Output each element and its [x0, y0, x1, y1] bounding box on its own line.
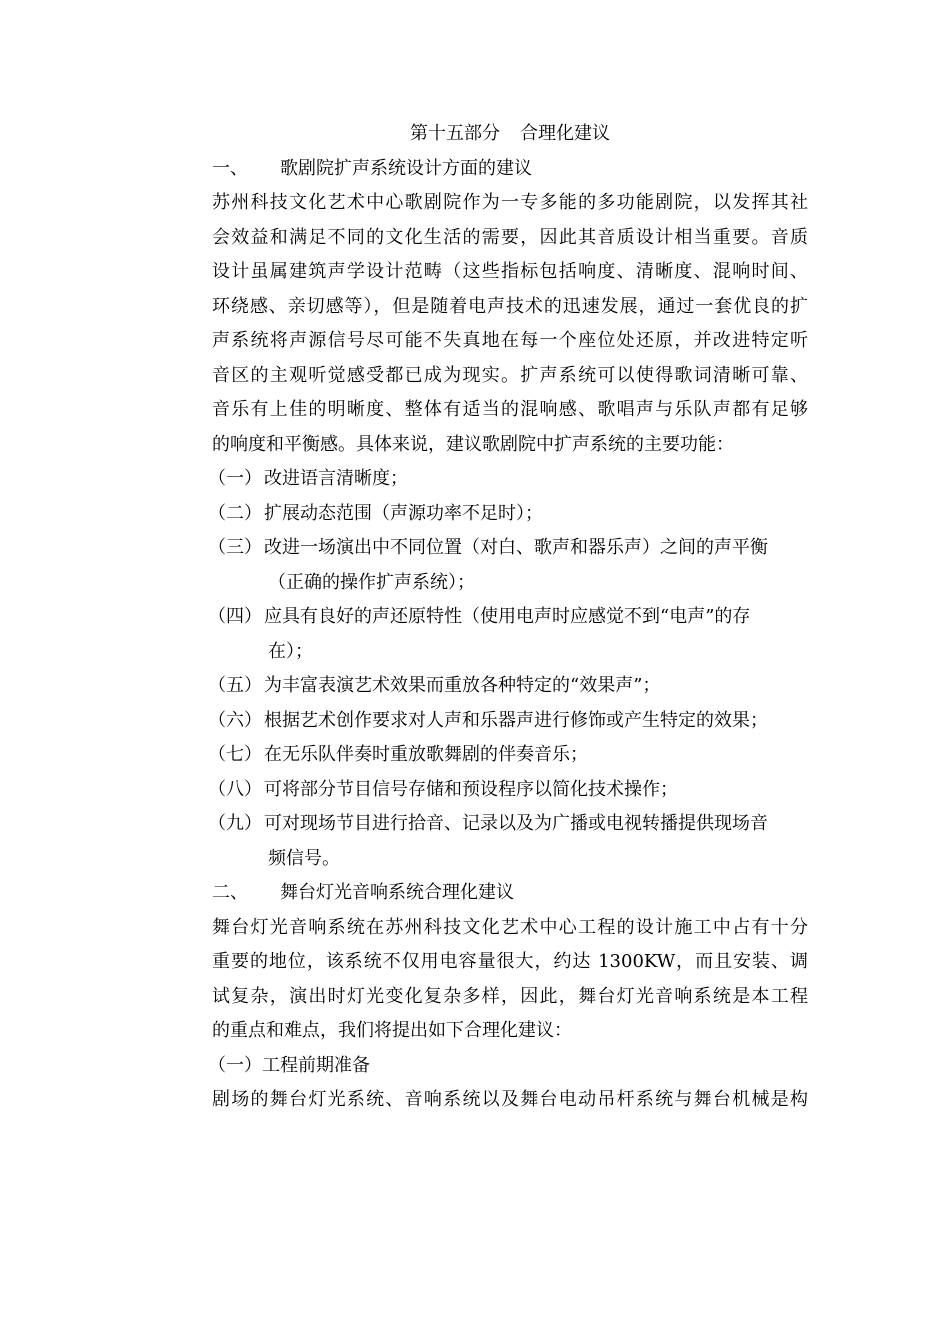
paragraph-line: 的重点和难点，我们将提出如下合理化建议： — [212, 1020, 572, 1041]
paragraph-line: 环绕感、亲切感等），但是随着电声技术的迅速发展，通过一套优良的扩 — [212, 295, 808, 317]
list-marker: （三） — [208, 537, 262, 558]
list-item — [208, 531, 808, 566]
list-item-text: 改进一场演出中不同位置（对白、歌声和器乐声）之间的声平衡 — [264, 537, 768, 558]
list-item — [208, 704, 808, 739]
document-body — [208, 117, 808, 1118]
paragraph-3 — [212, 1083, 808, 1118]
list-marker: （六） — [208, 709, 262, 731]
paragraph-line: 舞台灯光音响系统在苏州科技文化艺术中心工程的设计施工中占有十分 — [212, 916, 808, 938]
function-list — [208, 462, 808, 876]
list-marker: （五） — [208, 675, 262, 696]
section-heading-1 — [212, 152, 808, 187]
paragraph-line: 试复杂，演出时灯光变化复杂多样，因此，舞台灯光音响系统是本工程 — [212, 985, 808, 1007]
paragraph-line: 剧场的舞台灯光系统、音响系统以及舞台电动吊杆系统与舞台机械是构 — [212, 1089, 808, 1110]
page-title — [212, 117, 808, 152]
list-item-continuation: （正确的操作扩声系统）； — [268, 571, 475, 593]
list-marker: （九） — [208, 813, 262, 834]
paragraph-line: 音区的主观听觉感受都已成为现实。扩声系统可以使得歌词清晰可靠、 — [212, 364, 808, 386]
list-item-text: 扩展动态范围（声源功率不足时）； — [264, 502, 543, 524]
paragraph-line: 苏州科技文化艺术中心歌剧院作为一专多能的多功能剧院，以发挥其社 — [212, 192, 808, 213]
list-item-continuation: 在）； — [268, 640, 313, 662]
title-name: 合理化建议 — [520, 123, 610, 144]
section-title: 舞台灯光音响系统合理化建议 — [280, 882, 514, 903]
sub-heading-text: （一）工程前期准备 — [208, 1054, 370, 1076]
list-item — [208, 497, 808, 532]
list-item — [208, 807, 808, 842]
paragraph-line: 音乐有上佳的明晰度、整体有适当的混响感、歌唱声与乐队声都有足够 — [212, 399, 808, 420]
section-number: 一、 — [212, 157, 248, 179]
section-heading-2 — [212, 876, 808, 911]
section-title: 歌剧院扩声系统设计方面的建议 — [280, 157, 532, 179]
list-item — [208, 773, 808, 808]
list-item-text: 在无乐队伴奏时重放歌舞剧的伴奏音乐； — [264, 744, 588, 765]
list-marker: （八） — [208, 778, 262, 800]
list-marker: （一） — [208, 468, 262, 489]
list-marker: （二） — [208, 502, 262, 524]
paragraph-line: 会效益和满足不同的文化生活的需要，因此其音质设计相当重要。音质 — [212, 226, 808, 248]
paragraph-line: 重要的地位，该系统不仅用电容量很大，约达 1300KW，而且安装、调 — [212, 951, 808, 972]
paragraph-line: 的响度和平衡感。具体来说，建议歌剧院中扩声系统的主要功能： — [212, 433, 734, 455]
list-item — [208, 738, 808, 773]
list-item-text: 改进语言清晰度； — [264, 468, 408, 489]
list-item-text: 可对现场节目进行拾音、记录以及为广播或电视转播提供现场音 — [264, 813, 768, 834]
list-item-text: 根据艺术创作要求对人声和乐器声进行修饰或产生特定的效果； — [264, 709, 768, 731]
list-item-text: 为丰富表演艺术效果而重放各种特定的“效果声”； — [264, 675, 661, 696]
paragraph-line: 设计虽属建筑声学设计范畴（这些指标包括响度、清晰度、混响时间、 — [212, 261, 808, 282]
section-number: 二、 — [212, 882, 248, 903]
list-item — [208, 600, 808, 635]
paragraph-2 — [212, 911, 808, 1049]
paragraph-line: 声系统将声源信号尽可能不失真地在每一个座位处还原，并改进特定听 — [212, 330, 808, 351]
list-item-text: 应具有良好的声还原特性（使用电声时应感觉不到“电声”的存 — [264, 606, 751, 627]
paragraph-1 — [212, 186, 808, 462]
list-marker: （七） — [208, 744, 262, 765]
list-item — [208, 462, 808, 497]
sub-heading — [208, 1049, 808, 1084]
list-marker: （四） — [208, 606, 262, 627]
list-item — [208, 669, 808, 704]
list-item-continuation: 频信号。 — [268, 847, 340, 869]
list-item-text: 可将部分节目信号存储和预设程序以简化技术操作； — [264, 778, 678, 800]
title-part: 第十五部分 — [410, 123, 500, 144]
